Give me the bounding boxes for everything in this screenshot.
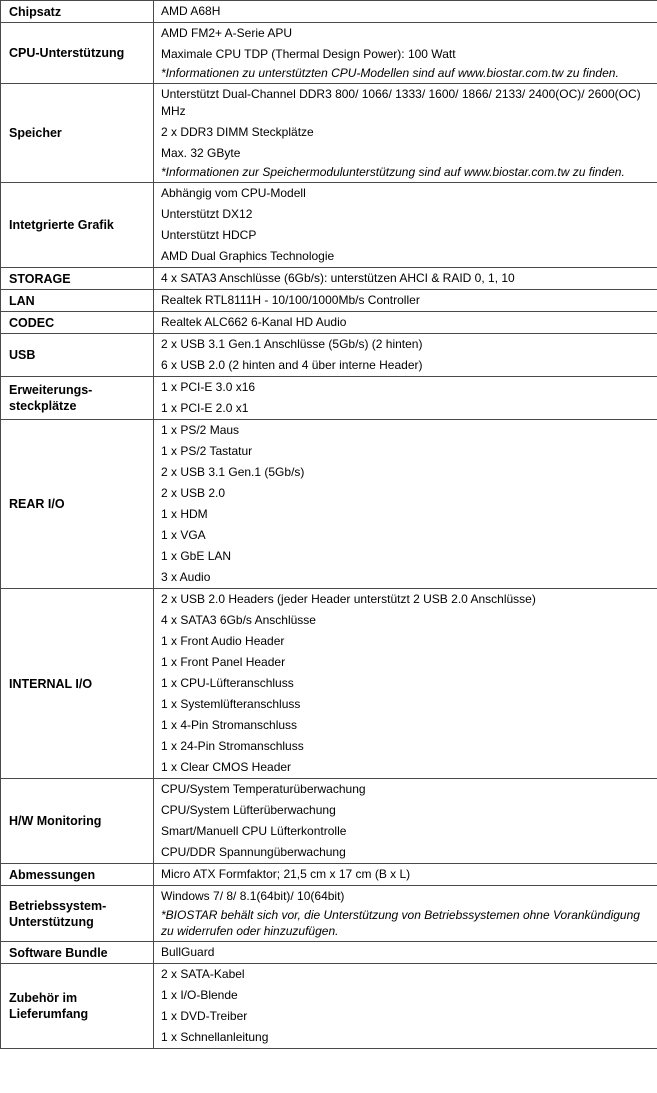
spec-row: [1, 589, 657, 779]
spec-label: USB: [1, 334, 154, 377]
spec-value-line: 1 x Front Audio Header: [161, 634, 285, 648]
spec-value-line: 4 x SATA3 Anschlüsse (6Gb/s): unterstützen AHCI & RAID 0, 1, 10: [161, 271, 515, 285]
spec-label: Betriebssystem-Unterstützung: [1, 886, 154, 942]
spec-value-line: 2 x USB 3.1 Gen.1 Anschlüsse (5Gb/s) (2 hinten): [161, 337, 423, 351]
spec-row: [1, 942, 657, 964]
spec-value-line: 1 x HDM: [161, 507, 208, 521]
spec-value-line: AMD FM2+ A-Serie APU: [161, 26, 293, 40]
spec-value-line: 1 x 4-Pin Stromanschluss: [161, 718, 298, 732]
spec-value-line: Unterstützt DX12: [161, 207, 253, 221]
spec-value: [154, 779, 657, 864]
spec-value-line: 1 x GbE LAN: [161, 549, 232, 563]
spec-label: INTERNAL I/O: [1, 589, 154, 779]
spec-value: [154, 420, 657, 589]
spec-row: [1, 290, 657, 312]
spec-value-line: Realtek RTL8111H - 10/100/1000Mb/s Controller: [161, 293, 420, 307]
spec-value-line: 2 x DDR3 DIMM Steckplätze: [161, 125, 314, 139]
spec-value-line: 1 x PS/2 Tastatur: [161, 444, 253, 458]
spec-value-line: Maximale CPU TDP (Thermal Design Power): 100 Watt: [161, 47, 456, 61]
spec-value-line: Unterstützt HDCP: [161, 228, 257, 242]
spec-value-line: 1 x Clear CMOS Header: [161, 760, 292, 774]
spec-value-line: 1 x Schnellanleitung: [161, 1030, 269, 1044]
spec-label: Software Bundle: [1, 942, 154, 964]
spec-value-line: 6 x USB 2.0 (2 hinten and 4 über interne Header): [161, 358, 423, 372]
spec-value-line: 1 x PCI-E 2.0 x1: [161, 401, 249, 415]
spec-value-line: 1 x 24-Pin Stromanschluss: [161, 739, 304, 753]
spec-value: [154, 964, 657, 1049]
spec-value: [154, 23, 657, 84]
spec-value: [154, 290, 657, 312]
spec-value-line: 2 x USB 2.0 Headers (jeder Header unterstützt 2 USB 2.0 Anschlüsse): [161, 592, 536, 606]
spec-value-line: 2 x USB 3.1 Gen.1 (5Gb/s): [161, 465, 305, 479]
spec-label: Zubehör im Lieferumfang: [1, 964, 154, 1049]
spec-label: Intetgrierte Grafik: [1, 183, 154, 268]
spec-label: LAN: [1, 290, 154, 312]
spec-value: [154, 268, 657, 290]
spec-value-line: 1 x I/O-Blende: [161, 988, 238, 1002]
spec-value: [154, 589, 657, 779]
spec-row: [1, 268, 657, 290]
spec-value-line: 1 x DVD-Treiber: [161, 1009, 248, 1023]
spec-value-line: Micro ATX Formfaktor; 21,5 cm x 17 cm (B x L): [161, 867, 411, 881]
spec-row: [1, 334, 657, 377]
spec-value: [154, 312, 657, 334]
spec-value: [154, 1, 657, 23]
spec-value-line: Abhängig vom CPU-Modell: [161, 186, 306, 200]
spec-row: [1, 312, 657, 334]
spec-label: CODEC: [1, 312, 154, 334]
spec-value: [154, 886, 657, 942]
spec-label: CPU-Unterstützung: [1, 23, 154, 84]
spec-note: *BIOSTAR behält sich vor, die Unterstützung von Betriebssystemen ohne Vorankündigung zu widerrufen oder hinzuzufügen.: [161, 908, 640, 938]
spec-value: [154, 864, 657, 886]
spec-row: [1, 864, 657, 886]
spec-value-line: CPU/System Temperaturüberwachung: [161, 782, 366, 796]
spec-label: REAR I/O: [1, 420, 154, 589]
spec-value-line: Max. 32 GByte: [161, 146, 241, 160]
spec-value: [154, 334, 657, 377]
spec-value-line: 1 x Systemlüfteranschluss: [161, 697, 301, 711]
spec-value-line: CPU/System Lüfterüberwachung: [161, 803, 336, 817]
spec-row: [1, 779, 657, 864]
spec-row: [1, 420, 657, 589]
spec-value-line: CPU/DDR Spannungüberwachung: [161, 845, 346, 859]
spec-label: Abmessungen: [1, 864, 154, 886]
spec-value-line: 1 x PS/2 Maus: [161, 423, 240, 437]
spec-value-line: 2 x USB 2.0: [161, 486, 226, 500]
spec-value: [154, 183, 657, 268]
spec-row: [1, 1, 657, 23]
spec-label: H/W Monitoring: [1, 779, 154, 864]
spec-value-line: 2 x SATA-Kabel: [161, 967, 245, 981]
spec-value-line: Unterstützt Dual-Channel DDR3 800/ 1066/ 1333/ 1600/ 1866/ 2133/ 2400(OC)/ 2600(OC) MHz: [161, 87, 641, 118]
spec-table-body: [1, 1, 657, 1049]
spec-row: [1, 886, 657, 942]
spec-value: [154, 84, 657, 183]
spec-value-line: 1 x VGA: [161, 528, 206, 542]
spec-value-line: Realtek ALC662 6-Kanal HD Audio: [161, 315, 347, 329]
spec-row: [1, 377, 657, 420]
spec-value-line: 3 x Audio: [161, 570, 211, 584]
spec-row: [1, 84, 657, 183]
spec-note: *Informationen zu unterstützten CPU-Modellen sind auf www.biostar.com.tw zu finden.: [161, 66, 619, 80]
spec-value: [154, 377, 657, 420]
spec-value: [154, 942, 657, 964]
spec-value-line: 1 x CPU-Lüfteranschluss: [161, 676, 294, 690]
spec-note: *Informationen zur Speichermodulunterstützung sind auf www.biostar.com.tw zu finden.: [161, 165, 625, 179]
spec-value-line: BullGuard: [161, 945, 215, 959]
spec-row: [1, 964, 657, 1049]
spec-value-line: 1 x Front Panel Header: [161, 655, 286, 669]
spec-label: Erweiterungs-steckplätze: [1, 377, 154, 420]
spec-label: STORAGE: [1, 268, 154, 290]
spec-label: Speicher: [1, 84, 154, 183]
spec-value-line: 4 x SATA3 6Gb/s Anschlüsse: [161, 613, 316, 627]
spec-label: Chipsatz: [1, 1, 154, 23]
spec-value-line: Smart/Manuell CPU Lüfterkontrolle: [161, 824, 347, 838]
spec-row: [1, 183, 657, 268]
spec-value-line: AMD A68H: [161, 4, 221, 18]
spec-value-line: Windows 7/ 8/ 8.1(64bit)/ 10(64bit): [161, 889, 345, 903]
spec-value-line: AMD Dual Graphics Technologie: [161, 249, 335, 263]
spec-value-line: 1 x PCI-E 3.0 x16: [161, 380, 256, 394]
spec-row: [1, 23, 657, 84]
